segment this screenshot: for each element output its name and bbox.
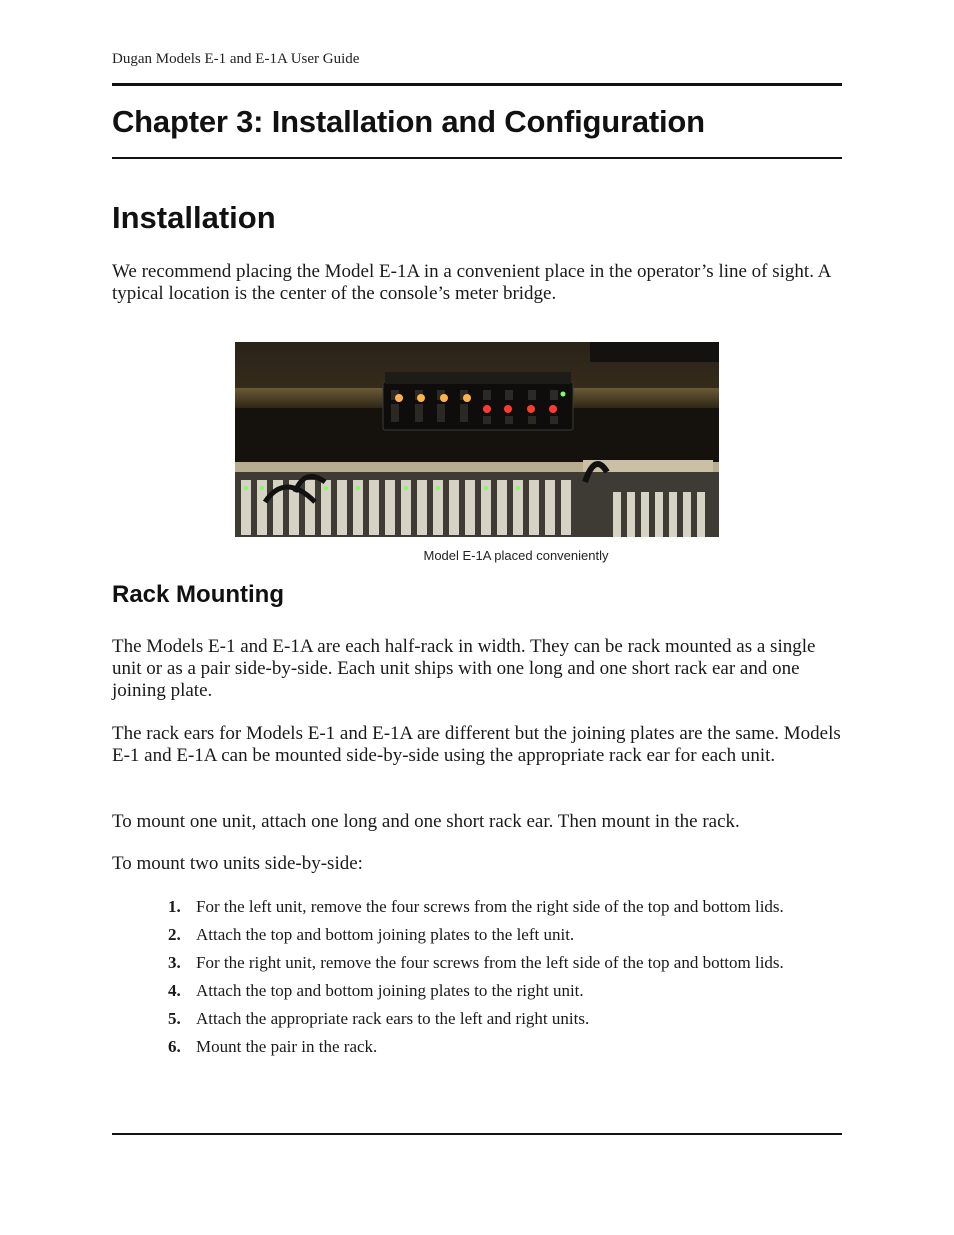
header-rule (112, 83, 842, 86)
rack-mounting-paragraph-1: The Models E-1 and E-1A are each half-rack in width. They can be rack mounted as a single unit or as a pair side-by-side. Each unit ships with one long and one short rack ear and one joining plate. (112, 636, 816, 701)
list-item (168, 1009, 842, 1029)
step-number: 5. (168, 1009, 181, 1028)
document-page (112, 0, 842, 1235)
list-item (168, 1037, 842, 1057)
rack-mounting-paragraph-3: To mount one unit, attach one long and one short rack ear. Then mount in the rack. (112, 811, 740, 832)
section-heading-rack-mounting: Rack Mounting (112, 581, 284, 608)
section-heading-installation: Installation (112, 200, 276, 235)
step-number: 4. (168, 981, 181, 1000)
rack-mounting-paragraph-4: To mount two units side-by-side: (112, 853, 363, 874)
step-text: Attach the top and bottom joining plates to the left unit. (196, 925, 575, 944)
mounting-steps-list (168, 897, 842, 1065)
step-text: Mount the pair in the rack. (196, 1037, 378, 1056)
figure-caption: Model E-1A placed conveniently (423, 548, 609, 563)
step-text: For the left unit, remove the four screws from the right side of the top and bottom lids. (196, 897, 784, 916)
footer-rule (112, 1133, 842, 1135)
step-number: 1. (168, 897, 181, 916)
list-item (168, 925, 842, 945)
step-text: Attach the top and bottom joining plates to the right unit. (196, 981, 584, 1000)
step-text: For the right unit, remove the four screws from the left side of the top and bottom lids. (196, 953, 784, 972)
list-item (168, 981, 842, 1001)
step-number: 6. (168, 1037, 181, 1056)
step-number: 2. (168, 925, 181, 944)
step-number: 3. (168, 953, 181, 972)
console-photo (235, 342, 719, 537)
list-item (168, 953, 842, 973)
installation-intro-paragraph: We recommend placing the Model E-1A in a convenient place in the operator’s line of sight. A typical location is the center of the console’s meter bridge. (112, 261, 831, 304)
chapter-rule (112, 157, 842, 159)
rack-mounting-paragraph-2: The rack ears for Models E-1 and E-1A are different but the joining plates are the same. Models E-1 and E-1A can be mounted side-by-side using the appropriate rack ear for each unit. (112, 723, 841, 766)
list-item (168, 897, 842, 917)
running-header: Dugan Models E-1 and E-1A User Guide (112, 51, 360, 67)
chapter-title: Chapter 3: Installation and Configuration (112, 104, 705, 139)
step-text: Attach the appropriate rack ears to the left and right units. (196, 1009, 590, 1028)
